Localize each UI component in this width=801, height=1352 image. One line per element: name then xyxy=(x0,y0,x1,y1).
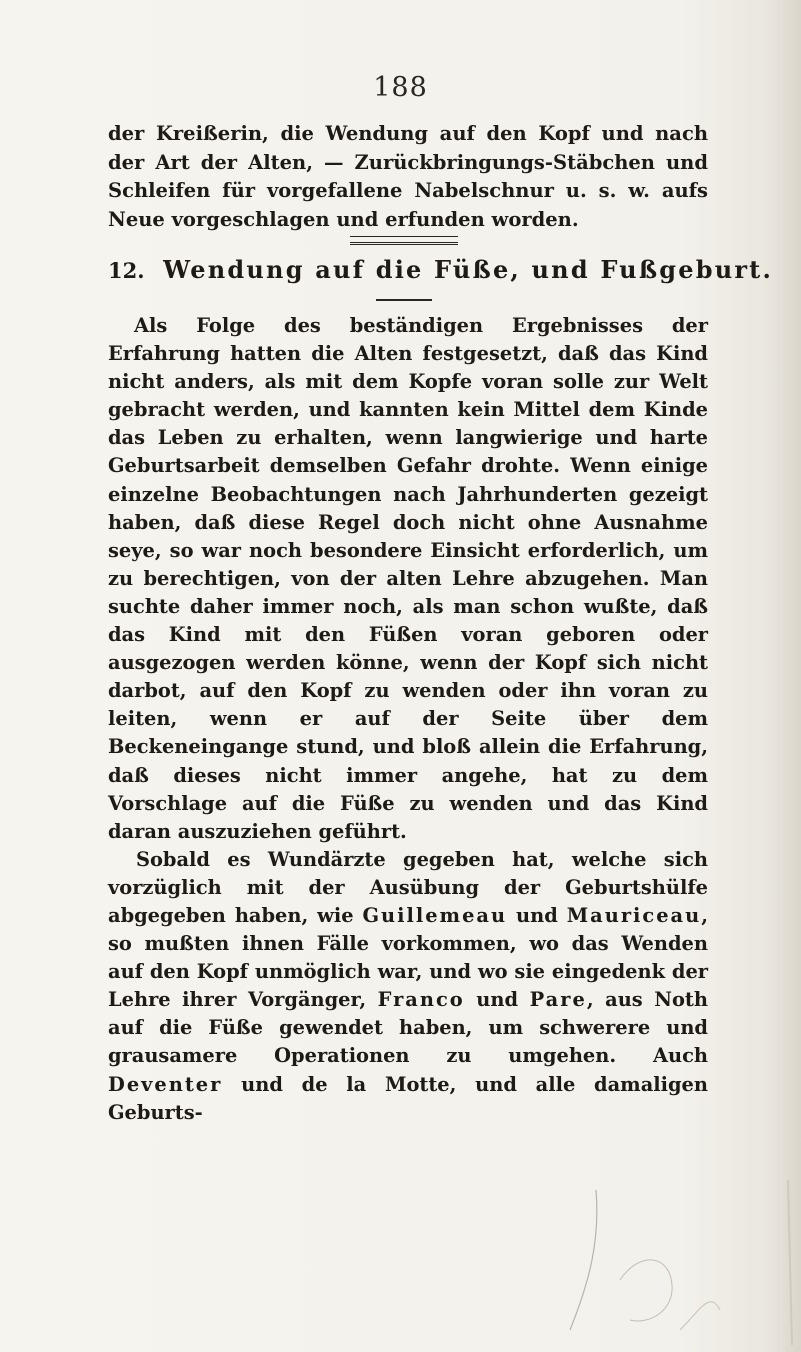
paragraph-2-part-a: Sobald es Wundärzte gegeben hat, welche sich vorzüglich mit der Ausübung der Geburtshülfe abgegeben haben, wie xyxy=(108,847,708,927)
section-divider-top xyxy=(350,236,458,245)
section-title: Wendung auf die Füße, und Fußgeburt. xyxy=(163,255,774,284)
name-mauriceau: Mauriceau xyxy=(566,903,702,927)
name-franco: Franco xyxy=(377,988,465,1012)
paragraph-2-part-c: , aus Noth auf die Füße gewendet haben, um schwerere und grausamere Operationen zu umgehen. Auch xyxy=(108,988,708,1068)
section-heading xyxy=(108,255,774,284)
conjunction-2: und xyxy=(476,988,519,1012)
name-pare: Pare xyxy=(529,988,587,1012)
paragraph-2-part-b: , so mußten ihnen Fälle vorkommen, wo das Wenden auf den Kopf unmöglich war, und wo sie eingedenk der Lehre ihrer Vorgänger, xyxy=(108,903,708,1012)
paragraph-2 xyxy=(108,846,708,1127)
pencil-mark-decoration xyxy=(560,1160,800,1350)
paragraph-1: Als Folge des beständigen Ergebnisses der Erfahrung hatten die Alten festgesetzt, daß das Kind nicht anders, als mit dem Kopfe voran solle zur Welt gebracht werden, und kannten kein Mittel dem Kinde das Leben zu erhalten, wenn langwierige und harte Geburtsarbeit demselben Gefahr drohte. Wenn einige einzelne Beobachtungen nach Jahrhunderten gezeigt haben, daß diese Regel doch nicht ohne Ausnahme seye, so war noch besondere Einsicht erforderlich, um zu berechtigen, von der alten Lehre abzugehen. Man suchte daher immer noch, als man schon wußte, daß das Kind mit den Füßen voran geboren oder ausgezogen werden könne, wenn der Kopf sich nicht darbot, auf den Kopf zu wenden oder ihn voran zu leiten, wenn er auf der Seite über dem Beckeneingange stund, und bloß allein die Erfahrung, daß dieses nicht immer angehe, hat zu dem Vorschlage auf die Füße zu wenden und das Kind daran auszuziehen geführt. xyxy=(108,314,708,843)
conjunction-1: und xyxy=(516,903,558,927)
intro-paragraph: der Kreißerin, die Wendung auf den Kopf und nach der Art der Alten, — Zurückbringungs-Stäbchen und Schleifen für vorgefallene Nabelschnur u. s. w. aufs Neue vorgeschlagen und erfunden worden. xyxy=(108,122,708,231)
section-number: 12. xyxy=(108,258,145,283)
paragraph-2-part-d: und de la Motte, und alle damaligen Geburts- xyxy=(108,1072,708,1124)
body-text xyxy=(108,312,708,1127)
name-deventer: Deventer xyxy=(108,1072,223,1096)
section-divider-bottom xyxy=(376,299,432,301)
page-number: 188 xyxy=(373,72,428,103)
name-guillemeau: Guillemeau xyxy=(362,903,508,927)
